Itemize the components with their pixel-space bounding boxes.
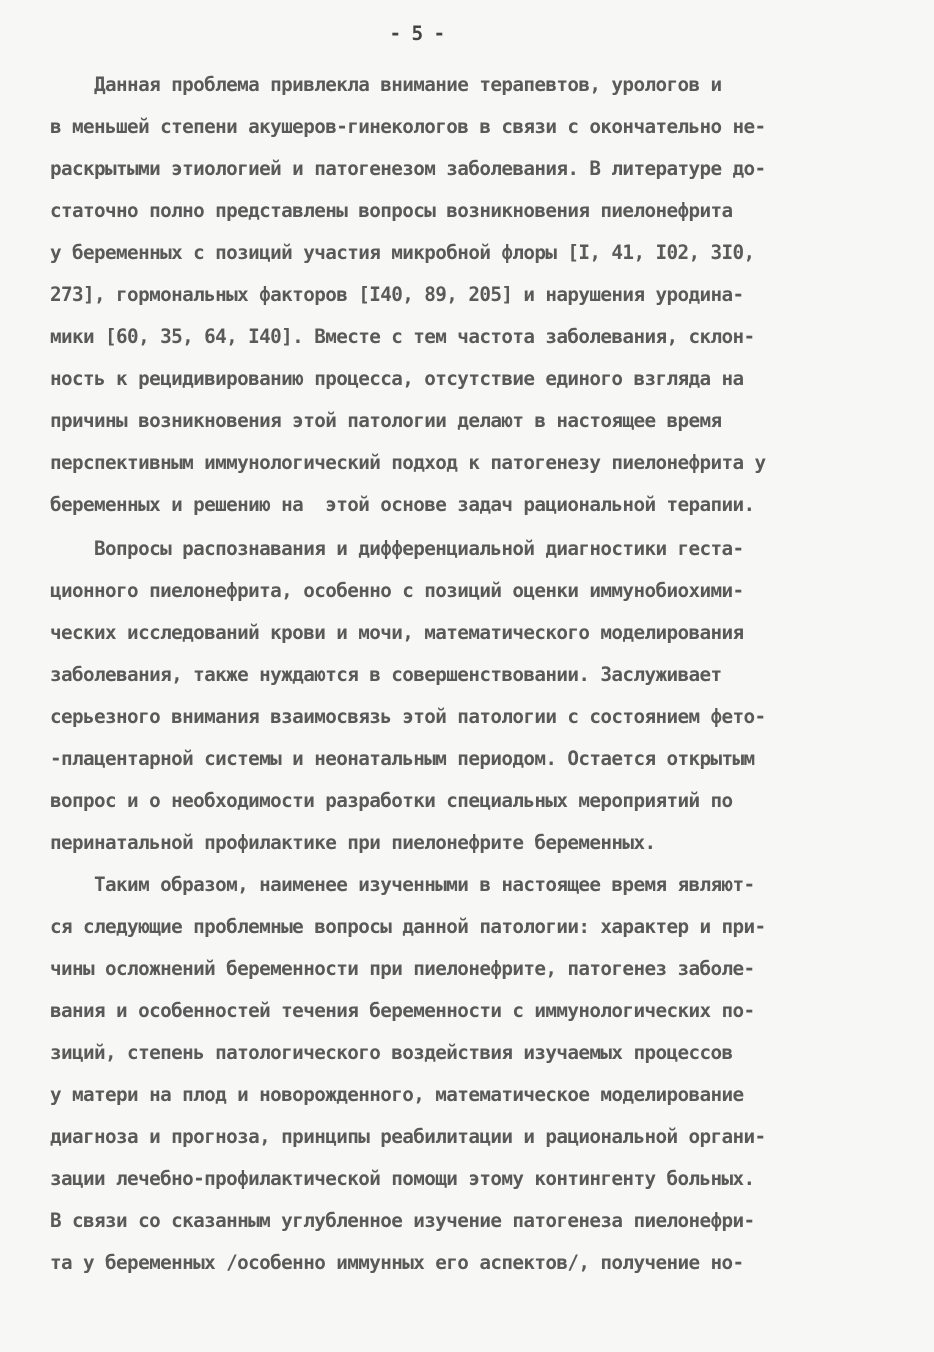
page-number: - 5 - (389, 22, 445, 45)
text-line: Вопросы распознавания и дифференциальной диагностики геста- (50, 537, 744, 560)
text-line: беременных и решению на этой основе задач рациональной терапии. (50, 493, 755, 516)
text-line: диагноза и прогноза, принципы реабилитации и рациональной органи- (50, 1125, 766, 1148)
text-line: перспективным иммунологический подход к патогенезу пиелонефрита у (50, 451, 766, 474)
text-line: мики [60, 35, 64, I40]. Вместе с тем частота заболевания, склон- (50, 325, 755, 348)
text-line: раскрытыми этиологией и патогенезом заболевания. В литературе до- (50, 157, 766, 180)
text-line: -плацентарной системы и неонатальным периодом. Остается открытым (50, 747, 755, 770)
text-line: у матери на плод и новорожденного, математическое моделирование (50, 1083, 744, 1106)
text-line: заболевания, также нуждаются в совершенствовании. Заслуживает (50, 663, 722, 686)
text-line: вопрос и о необходимости разработки специальных мероприятий по (50, 789, 733, 812)
text-line: В связи со сказанным углубленное изучение патогенеза пиелонефри- (50, 1209, 755, 1232)
text-line: в меньшей степени акушеров-гинекологов в связи с окончательно не- (50, 115, 766, 138)
text-line: 273], гормональных факторов [I40, 89, 205] и нарушения уродина- (50, 283, 744, 306)
text-line: причины возникновения этой патологии делают в настоящее время (50, 409, 722, 432)
text-line: ся следующие проблемные вопросы данной патологии: характер и при- (50, 915, 766, 938)
text-line: ционного пиелонефрита, особенно с позиций оценки иммунобиохими- (50, 579, 744, 602)
text-line: статочно полно представлены вопросы возникновения пиелонефрита (50, 199, 733, 222)
text-line: у беременных с позиций участия микробной флоры [I, 41, I02, 3I0, (50, 241, 755, 264)
text-line: зации лечебно-профилактической помощи этому контингенту больных. (50, 1167, 755, 1190)
text-line: вания и особенностей течения беременности с иммунологических по- (50, 999, 755, 1022)
text-line: та у беременных /особенно иммунных его аспектов/, получение но- (50, 1251, 744, 1274)
text-line: зиций, степень патологического воздействия изучаемых процессов (50, 1041, 733, 1064)
text-line: серьезного внимания взаимосвязь этой патологии с состоянием фето- (50, 705, 766, 728)
text-line: ность к рецидивированию процесса, отсутствие единого взгляда на (50, 367, 744, 390)
text-line: Данная проблема привлекла внимание терапевтов, урологов и (50, 73, 722, 96)
text-line: чины осложнений беременности при пиелонефрите, патогенез заболе- (50, 957, 755, 980)
text-line: перинатальной профилактике при пиелонефрите беременных. (50, 831, 656, 854)
text-line: Таким образом, наименее изученными в настоящее время являют- (50, 873, 755, 896)
text-line: ческих исследований крови и мочи, математического моделирования (50, 621, 744, 644)
